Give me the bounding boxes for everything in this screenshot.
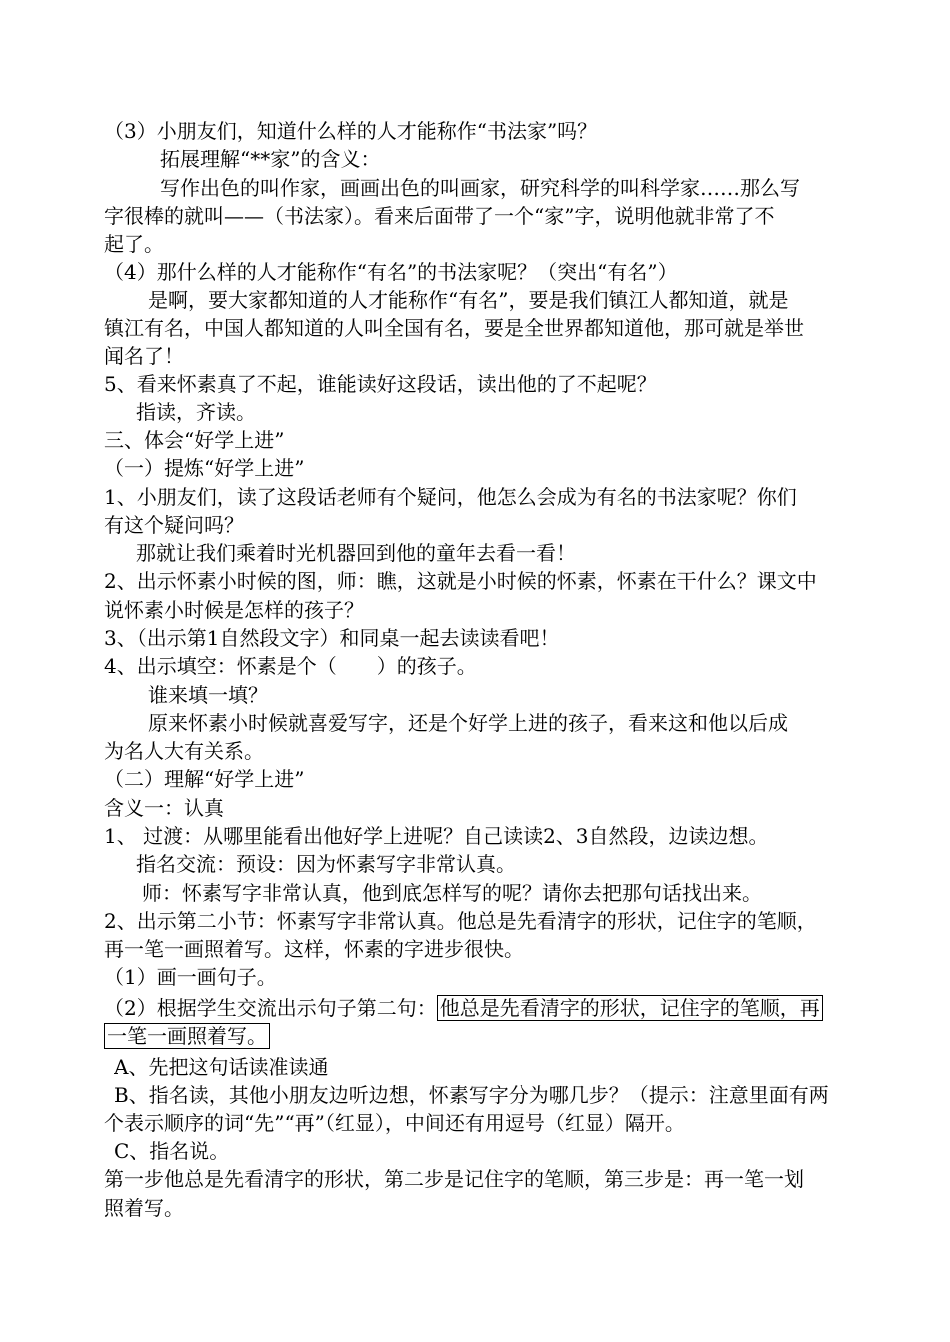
step-5: 5、看来怀素真了不起，谁能读好这段话，读出他的了不起呢？: [104, 372, 657, 396]
paragraph-line: 有这个疑问吗？: [104, 513, 244, 537]
paragraph-line: 那就让我们乘着时光机器回到他的童年去看一看！: [136, 541, 576, 565]
step-1-transition: 1、 过渡：从哪里能看出他好学上进呢？自己读读2、3自然段，边读边想。: [104, 824, 769, 848]
section-heading-3: 三、体会“好学上进”: [104, 428, 285, 452]
paragraph-line: 谁来填一填？: [148, 683, 268, 707]
paragraph-line: 为名人大有关系。: [104, 739, 264, 763]
highlighted-sentence: 他总是先看清字的形状，记住字的笔顺，再: [437, 995, 823, 1021]
item-c: C、指名说。: [114, 1139, 230, 1163]
paragraph-line: 起了。: [104, 232, 164, 256]
paragraph-line: 指读，齐读。: [136, 400, 256, 424]
paragraph-line: 是啊，要大家都知道的人才能称作“有名”，要是我们镇江人都知道，就是: [148, 288, 789, 312]
subsection-heading-2: （二）理解“好学上进”: [104, 767, 305, 791]
highlighted-sentence-continued-line: [104, 1022, 849, 1050]
paragraph-line: 闻名了！: [104, 344, 184, 368]
step-3: 3、（出示第1自然段文字）和同桌一起去读读看吧！: [104, 626, 560, 650]
paragraph-line: 再一笔一画照着写。这样，怀素的字进步很快。: [104, 937, 524, 961]
paragraph-line: 第一步他总是先看清字的形状，第二步是记住字的笔顺，第三步是：再一笔一划: [104, 1167, 804, 1191]
sub-step-1: （1）画一画句子。: [104, 965, 277, 989]
paragraph-line: 指名交流：预设：因为怀素写字非常认真。: [136, 852, 516, 876]
paragraph-line: 字很棒的就叫——（书法家）。看来后面带了一个“家”字，说明他就非常了不: [104, 204, 775, 228]
question-4: （4）那什么样的人才能称作“有名”的书法家呢？（突出“有名”）: [104, 260, 678, 284]
extension-heading: 拓展理解“**家”的含义：: [160, 147, 381, 171]
paragraph-line: 镇江有名，中国人都知道的人叫全国有名，要是全世界都知道他，那可就是举世: [104, 316, 804, 340]
step-4: 4、出示填空：怀素是个（ ）的孩子。: [104, 654, 477, 678]
sub-step-2-prefix: （2）根据学生交流出示句子第二句：: [104, 996, 437, 1020]
step-2: 2、出示怀素小时候的图，师：瞧，这就是小时候的怀素，怀素在干什么？课文中: [104, 569, 817, 593]
step-1: 1、小朋友们，读了这段话老师有个疑问，他怎么会成为有名的书法家呢？你们: [104, 485, 797, 509]
item-a: A、先把这句话读准读通: [114, 1055, 329, 1079]
paragraph-line: 原来怀素小时候就喜爱写字，还是个好学上进的孩子，看来这和他以后成: [148, 711, 788, 735]
paragraph-line: 写作出色的叫作家，画画出色的叫画家，研究科学的叫科学家……那么写: [160, 176, 800, 200]
subsection-heading-1: （一）提炼“好学上进”: [104, 456, 305, 480]
meaning-heading: 含义一：认真: [104, 796, 224, 820]
highlighted-sentence-continued: 一笔一画照着写。: [104, 1023, 270, 1049]
paragraph-line: 照着写。: [104, 1196, 184, 1220]
paragraph-line: 说怀素小时候是怎样的孩子？: [104, 598, 364, 622]
paragraph-line: 师：怀素写字非常认真，他到底怎样写的呢？请你去把那句话找出来。: [142, 881, 762, 905]
paragraph-line: 个表示顺序的词“先”“再”（红显），中间还有用逗号（红显）隔开。: [104, 1111, 685, 1135]
item-b: B、指名读，其他小朋友边听边想，怀素写字分为哪几步？（提示：注意里面有两: [114, 1083, 829, 1107]
sub-step-2: [104, 994, 849, 1022]
step-2-show: 2、出示第二小节：怀素写字非常认真。他总是先看清字的形状，记住字的笔顺，: [104, 909, 817, 933]
question-3: （3）小朋友们，知道什么样的人才能称作“书法家”吗？: [104, 119, 598, 143]
